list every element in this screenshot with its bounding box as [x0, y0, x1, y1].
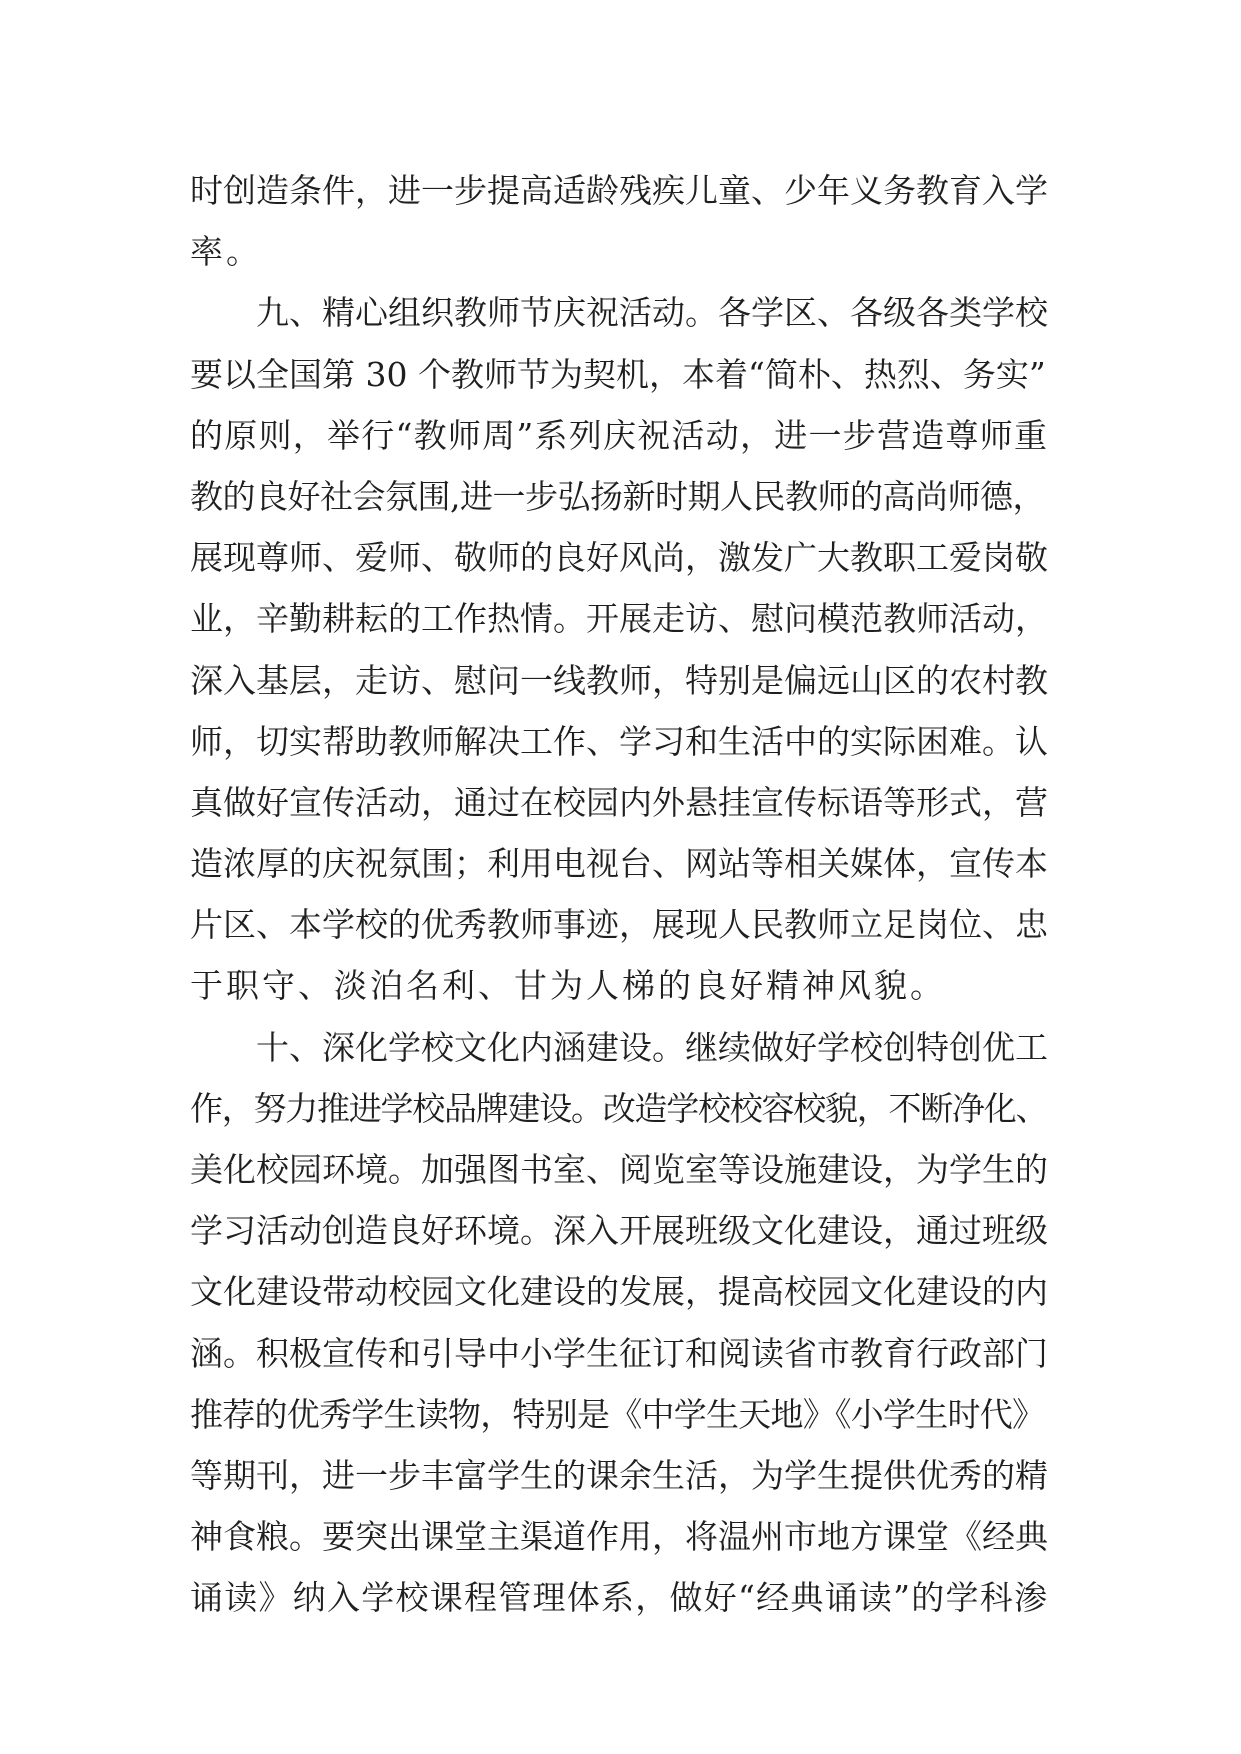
body-text [190, 160, 1050, 1629]
text-line: 美化校园环境。加强图书室、阅览室等设施建设，为学生的 [190, 1150, 1048, 1189]
text-line: 推荐的优秀学生读物，特别是《中学生天地》《小学生时代》 [190, 1394, 1045, 1434]
text-line: 神食粮。要突出课堂主渠道作用，将温州市地方课堂《经典 [190, 1517, 1048, 1557]
text-line: 率。 [190, 232, 262, 272]
text-line: 学习活动创造良好环境。深入开展班级文化建设，通过班级 [190, 1211, 1048, 1251]
text-line: 涵。积极宣传和引导中小学生征订和阅读省市教育行政部门 [190, 1333, 1048, 1373]
text-line: 展现尊师、爱师、敬师的良好风尚，激发广大教职工爱岗敬 [190, 538, 1048, 578]
text-line: 诵读》纳入学校课程管理体系，做好“经典诵读”的学科渗 [190, 1578, 1049, 1618]
text-line: 九、精心组织教师节庆祝活动。各学区、各级各类学校 [190, 293, 1048, 333]
text-line: 作，努力推进学校品牌建设。改造学校校容校貌，不断净化、 [190, 1088, 1048, 1128]
text-line: 文化建设带动校园文化建设的发展，提高校园文化建设的内 [190, 1272, 1048, 1312]
text-line: 十、深化学校文化内涵建设。继续做好学校创特创优工 [190, 1027, 1048, 1067]
text-line: 于职守、淡泊名利、甘为人梯的良好精神风貌。 [190, 966, 946, 1006]
text-line: 造浓厚的庆祝氛围；利用电视台、网站等相关媒体，宣传本 [190, 844, 1048, 884]
text-line: 真做好宣传活动，通过在校园内外悬挂宣传标语等形式，营 [190, 782, 1048, 822]
text-line: 教的良好社会氛围,进一步弘扬新时期人民教师的高尚师德， [190, 476, 1045, 516]
text-line: 业，辛勤耕耘的工作热情。开展走访、慰问模范教师活动， [190, 599, 1048, 639]
text-line: 师，切实帮助教师解决工作、学习和生活中的实际困难。认 [190, 721, 1048, 761]
text-line: 等期刊，进一步丰富学生的课余生活，为学生提供优秀的精 [190, 1455, 1048, 1495]
text-line: 的原则，举行“教师周”系列庆祝活动，进一步营造尊师重 [190, 415, 1049, 455]
text-line: 深入基层，走访、慰问一线教师，特别是偏远山区的农村教 [190, 660, 1048, 700]
text-line: 片区、本学校的优秀教师事迹，展现人民教师立足岗位、忠 [190, 905, 1048, 945]
text-line: 要以全国第 30 个教师节为契机，本着“简朴、热烈、务实” [190, 354, 1046, 394]
text-line: 时创造条件，进一步提高适龄残疾儿童、少年义务教育入学 [190, 171, 1048, 210]
